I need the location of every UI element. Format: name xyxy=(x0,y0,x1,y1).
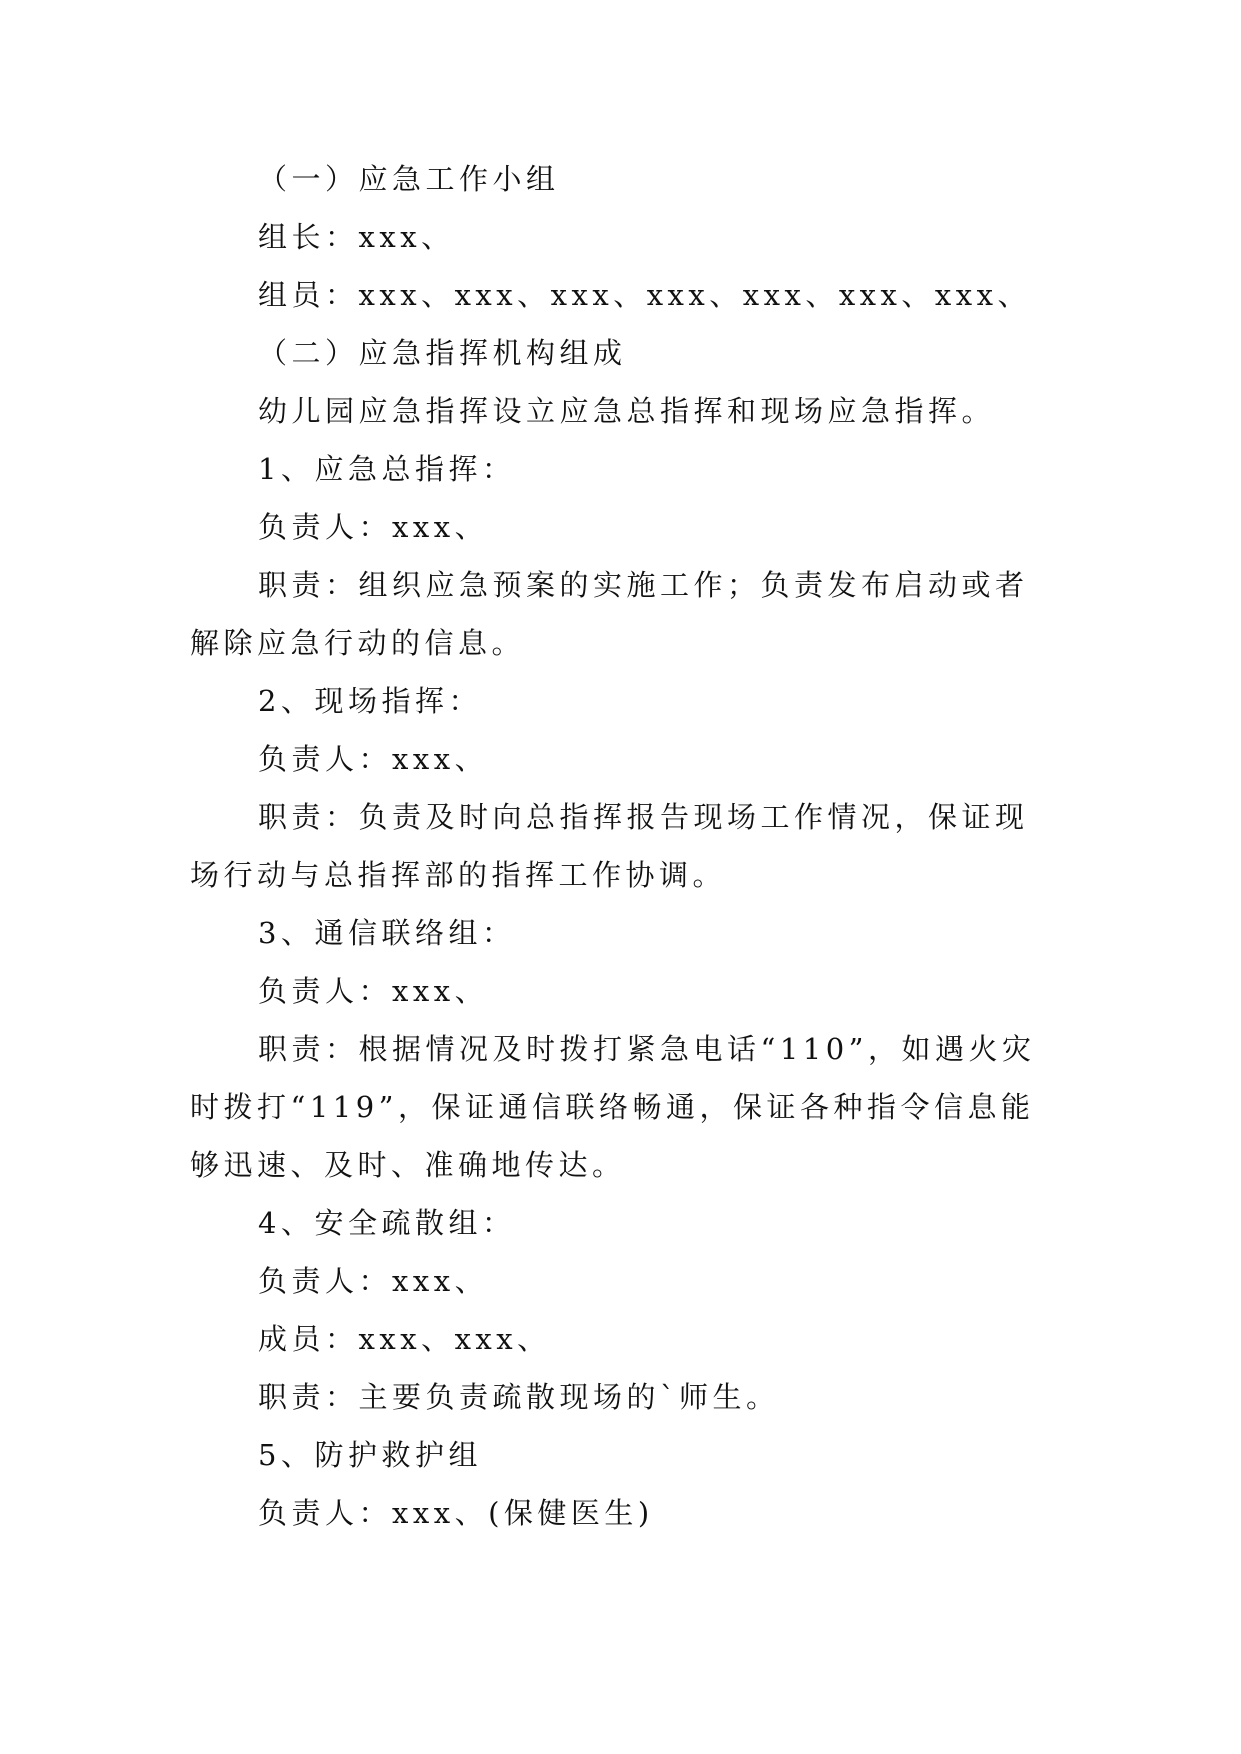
evacuation-group-leader: 负责人：xxx、 xyxy=(258,1264,489,1298)
section-heading-emergency-team: （一）应急工作小组 xyxy=(258,162,560,196)
document-body xyxy=(190,150,1060,1542)
communication-group-duty: 职责：根据情况及时拨打紧急电话“110”，如遇火灾时拨打“119”，保证通信联络畅通，保证各种指令信息能够迅速、及时、准确地传达。 xyxy=(190,1032,1036,1182)
item-heading-rescue-group: 5、防护救护组 xyxy=(258,1438,482,1472)
item-heading-evacuation-group: 4、安全疏散组： xyxy=(258,1206,516,1240)
rescue-group-leader: 负责人：xxx、(保健医生) xyxy=(258,1496,654,1530)
command-intro-paragraph: 幼儿园应急指挥设立应急总指挥和现场应急指挥。 xyxy=(258,394,996,428)
general-command-duty: 职责：组织应急预案的实施工作；负责发布启动或者解除应急行动的信息。 xyxy=(190,568,1029,660)
communication-group-leader: 负责人：xxx、 xyxy=(258,974,489,1008)
item-heading-site-command: 2、现场指挥： xyxy=(258,684,482,718)
evacuation-group-duty: 职责：主要负责疏散现场的`师生。 xyxy=(258,1380,780,1414)
item-heading-general-command: 1、应急总指挥： xyxy=(258,452,516,486)
site-command-leader: 负责人：xxx、 xyxy=(258,742,489,776)
team-leader-line: 组长：xxx、 xyxy=(258,220,455,254)
general-command-leader: 负责人：xxx、 xyxy=(258,510,489,544)
section-heading-command-structure: （二）应急指挥机构组成 xyxy=(258,336,627,370)
item-heading-communication-group: 3、通信联络组： xyxy=(258,916,516,950)
site-command-duty: 职责：负责及时向总指挥报告现场工作情况，保证现场行动与总指挥部的指挥工作协调。 xyxy=(190,800,1029,892)
evacuation-group-members: 成员：xxx、xxx、 xyxy=(258,1322,551,1356)
team-members-line: 组员：xxx、xxx、xxx、xxx、xxx、xxx、xxx、 xyxy=(258,278,1031,312)
